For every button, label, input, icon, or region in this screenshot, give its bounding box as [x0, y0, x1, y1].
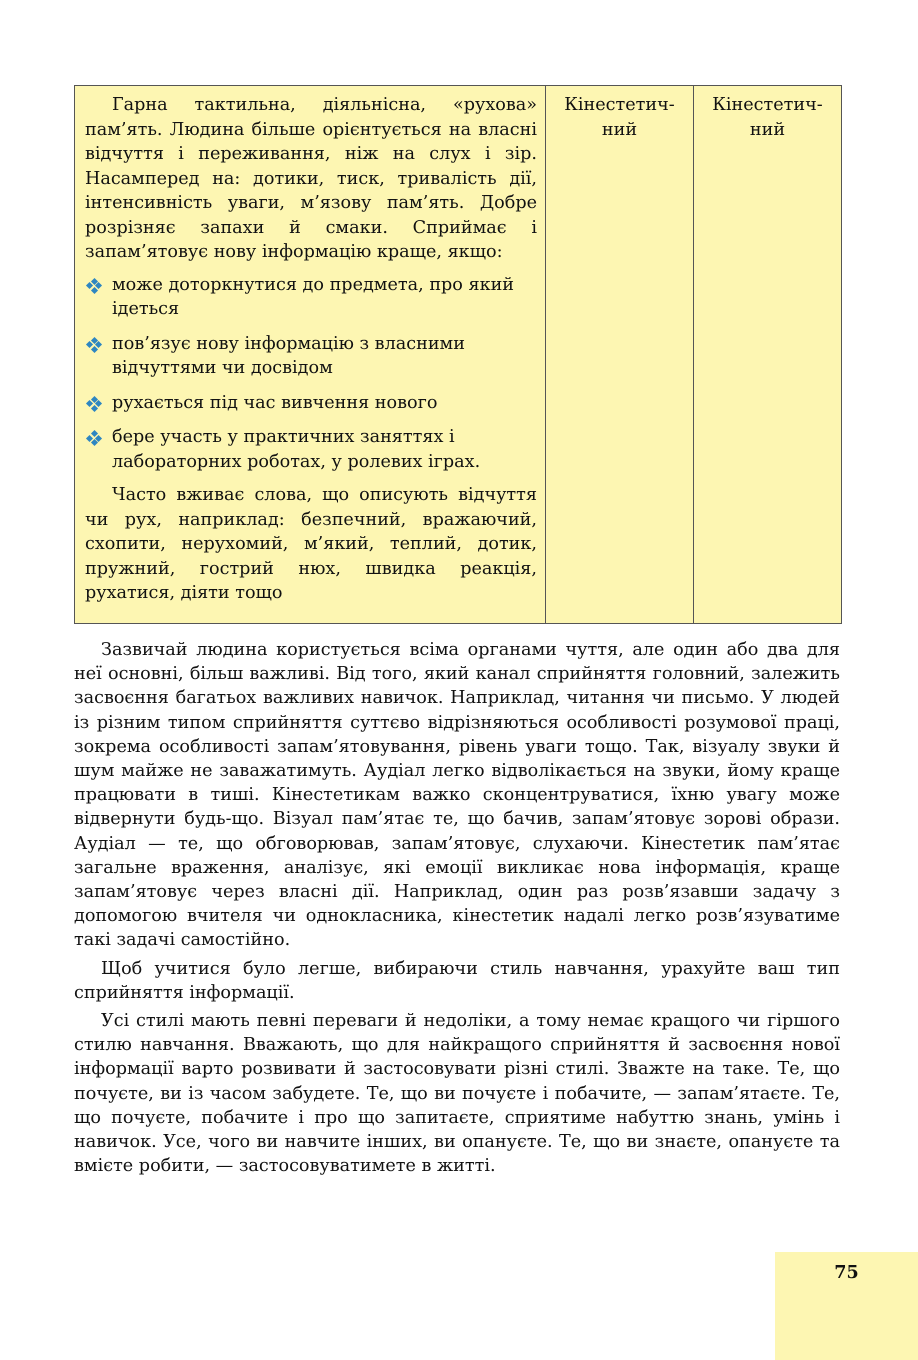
- page-number: 75: [834, 1262, 859, 1283]
- type-cell-col3: [694, 86, 842, 624]
- type-label-line2: ний: [749, 119, 786, 140]
- list-item: [85, 425, 537, 474]
- list-item: [85, 273, 537, 322]
- diamond-cluster-icon: [87, 397, 101, 411]
- type-cell-col2: [546, 86, 694, 624]
- type-label-line1: Кінестетич-: [564, 95, 675, 115]
- diamond-cluster-icon: [87, 338, 101, 352]
- description-outro: Часто вживає слова, що описують відчуття чи рух, наприклад: безпечний, вражаючий, схопити, нерухомий, м’який, теплий, дотик, пружний, гострий нюх, швидка реакція, рухатися, діяти тощо: [85, 485, 537, 603]
- type-label-line2: ний: [601, 119, 638, 140]
- bullet-text: бере участь у практичних заняттях і лабораторних роботах, у ролевих іграх.: [112, 427, 481, 472]
- diamond-cluster-icon: [87, 431, 101, 445]
- list-item: [85, 332, 537, 381]
- perception-type-table: [74, 85, 842, 624]
- bullet-text: може доторкнутися до предмета, про який ідеться: [112, 274, 515, 319]
- description-cell: [75, 86, 546, 624]
- bullet-text: пов’язує нову інформацію з власними відчуттями чи досвідом: [112, 333, 465, 378]
- table-row: [75, 86, 842, 624]
- bullet-list: [85, 273, 537, 475]
- list-item: [85, 391, 537, 416]
- paragraph: Щоб учитися було легше, вибираючи стиль навчання, урахуйте ваш тип сприйняття інформації.: [74, 958, 840, 1003]
- paragraph: Усі стилі мають певні переваги й недоліки, а тому немає кращого чи гіршого стилю навчання. Вважають, що для найкращого сприйняття й засвоєння нової інформації варто розвивати й застосовувати різні стилі. Зважте на таке. Те, що почуєте, ви із часом забудете. Те, що ви почуєте і побачите, — запам’ятаєте. Те, що почуєте, побачите і про що запитаєте, сприятиме набуттю знань, умінь і навичок. Усе, чого ви навчите інших, ви опануєте. Те, що ви знаєте, опануєте та вмієте робити, — застосовуватимете в житті.: [74, 1011, 840, 1177]
- description-intro: Гарна тактильна, діяльнісна, «рухова» пам’ять. Людина більше орієнтується на власні відчуття і переживання, ніж на слух і зір. Насамперед на: дотики, тиск, тривалість дії, інтенсивність уваги, м’язову пам’ять. Добре розрізняє запахи й смаки. Сприймає і запам’ятовує нову інформацію краще, якщо:: [85, 95, 537, 262]
- paragraph: Зазвичай людина користується всіма органами чуття, але один або два для неї основні, більш важливі. Від того, який канал сприйняття головний, залежить засвоєння багатьох важливих навичок. Наприклад, читання чи письмо. У людей із різним типом сприйняття суттєво відрізняються особливості розумової праці, зокрема особливості запам’ятовування, рівень уваги тощо. Так, візуалу звуки й шум майже не заважатимуть. Аудіал легко відволікається на звуки, йому краще працювати в тиші. Кінестетикам важко сконцентруватися, їхню увагу може відвернути будь-що. Візуал пам’ятає те, що бачив, запам’ятовує зорові образи. Аудіал — те, що обговорював, запам’ятовує, слухаючи. Кінестетик пам’ятає загальне враження, аналізує, які емоції викликає нова інформація, краще запам’ятовує через власні дії. Наприклад, один раз розв’язавши задачу з допомогою вчителя чи однокласника, кінестетик надалі легко розв’язуватиме такі задачі самостійно.: [74, 640, 840, 951]
- body-text: [74, 638, 840, 1178]
- diamond-cluster-icon: [87, 279, 101, 293]
- type-label-line1: Кінестетич-: [712, 95, 823, 115]
- bullet-text: рухається під час вивчення нового: [112, 392, 438, 413]
- page-number-box: [775, 1252, 918, 1360]
